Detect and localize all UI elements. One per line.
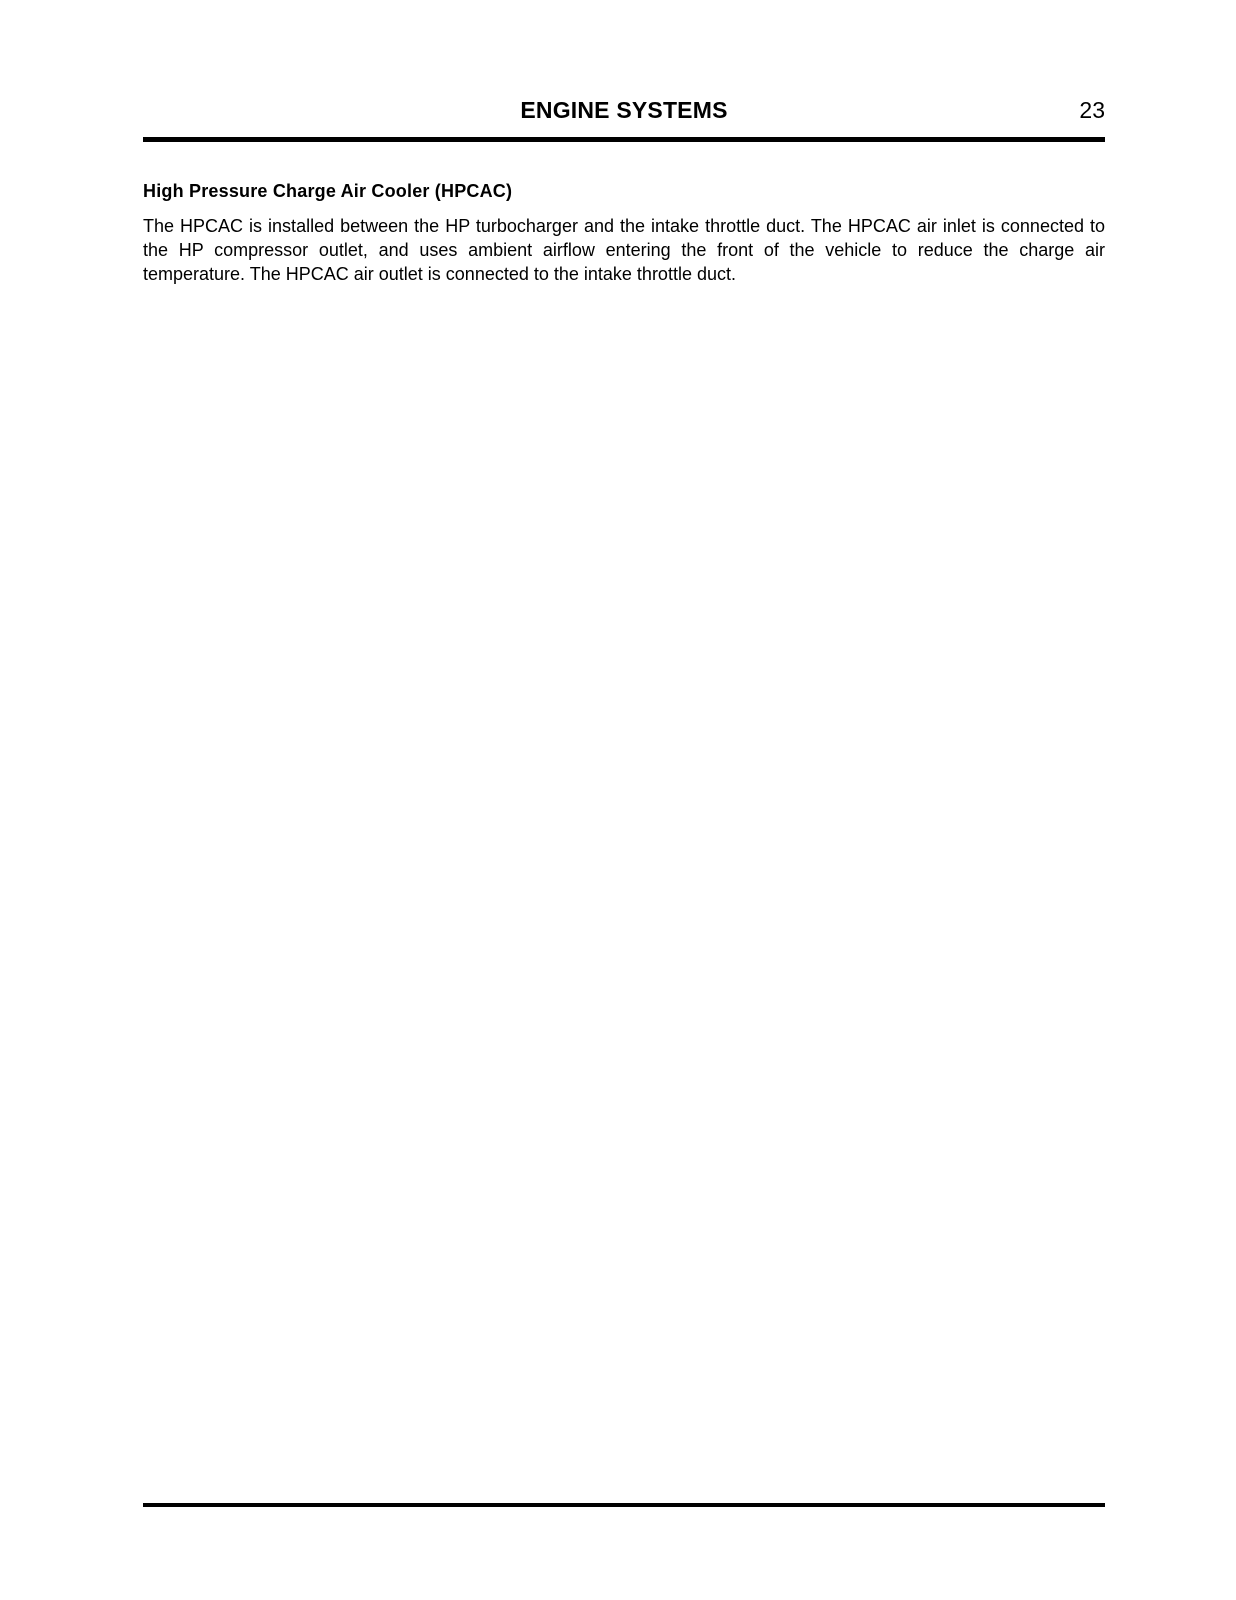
- page-number: 23: [1079, 97, 1105, 123]
- body-paragraph: The HPCAC is installed between the HP turbocharger and the intake throttle duct. The HPCAC air inlet is connected to the HP compressor outlet, and uses ambient airflow entering the front of the vehicle to reduce the charge air temperature. The HPCAC air outlet is connected to the intake throttle duct.: [143, 216, 1105, 284]
- header-rule: [143, 137, 1105, 142]
- footer-rule: [143, 1503, 1105, 1507]
- section-heading: High Pressure Charge Air Cooler (HPCAC): [143, 181, 513, 201]
- page-header-title: ENGINE SYSTEMS: [520, 97, 728, 123]
